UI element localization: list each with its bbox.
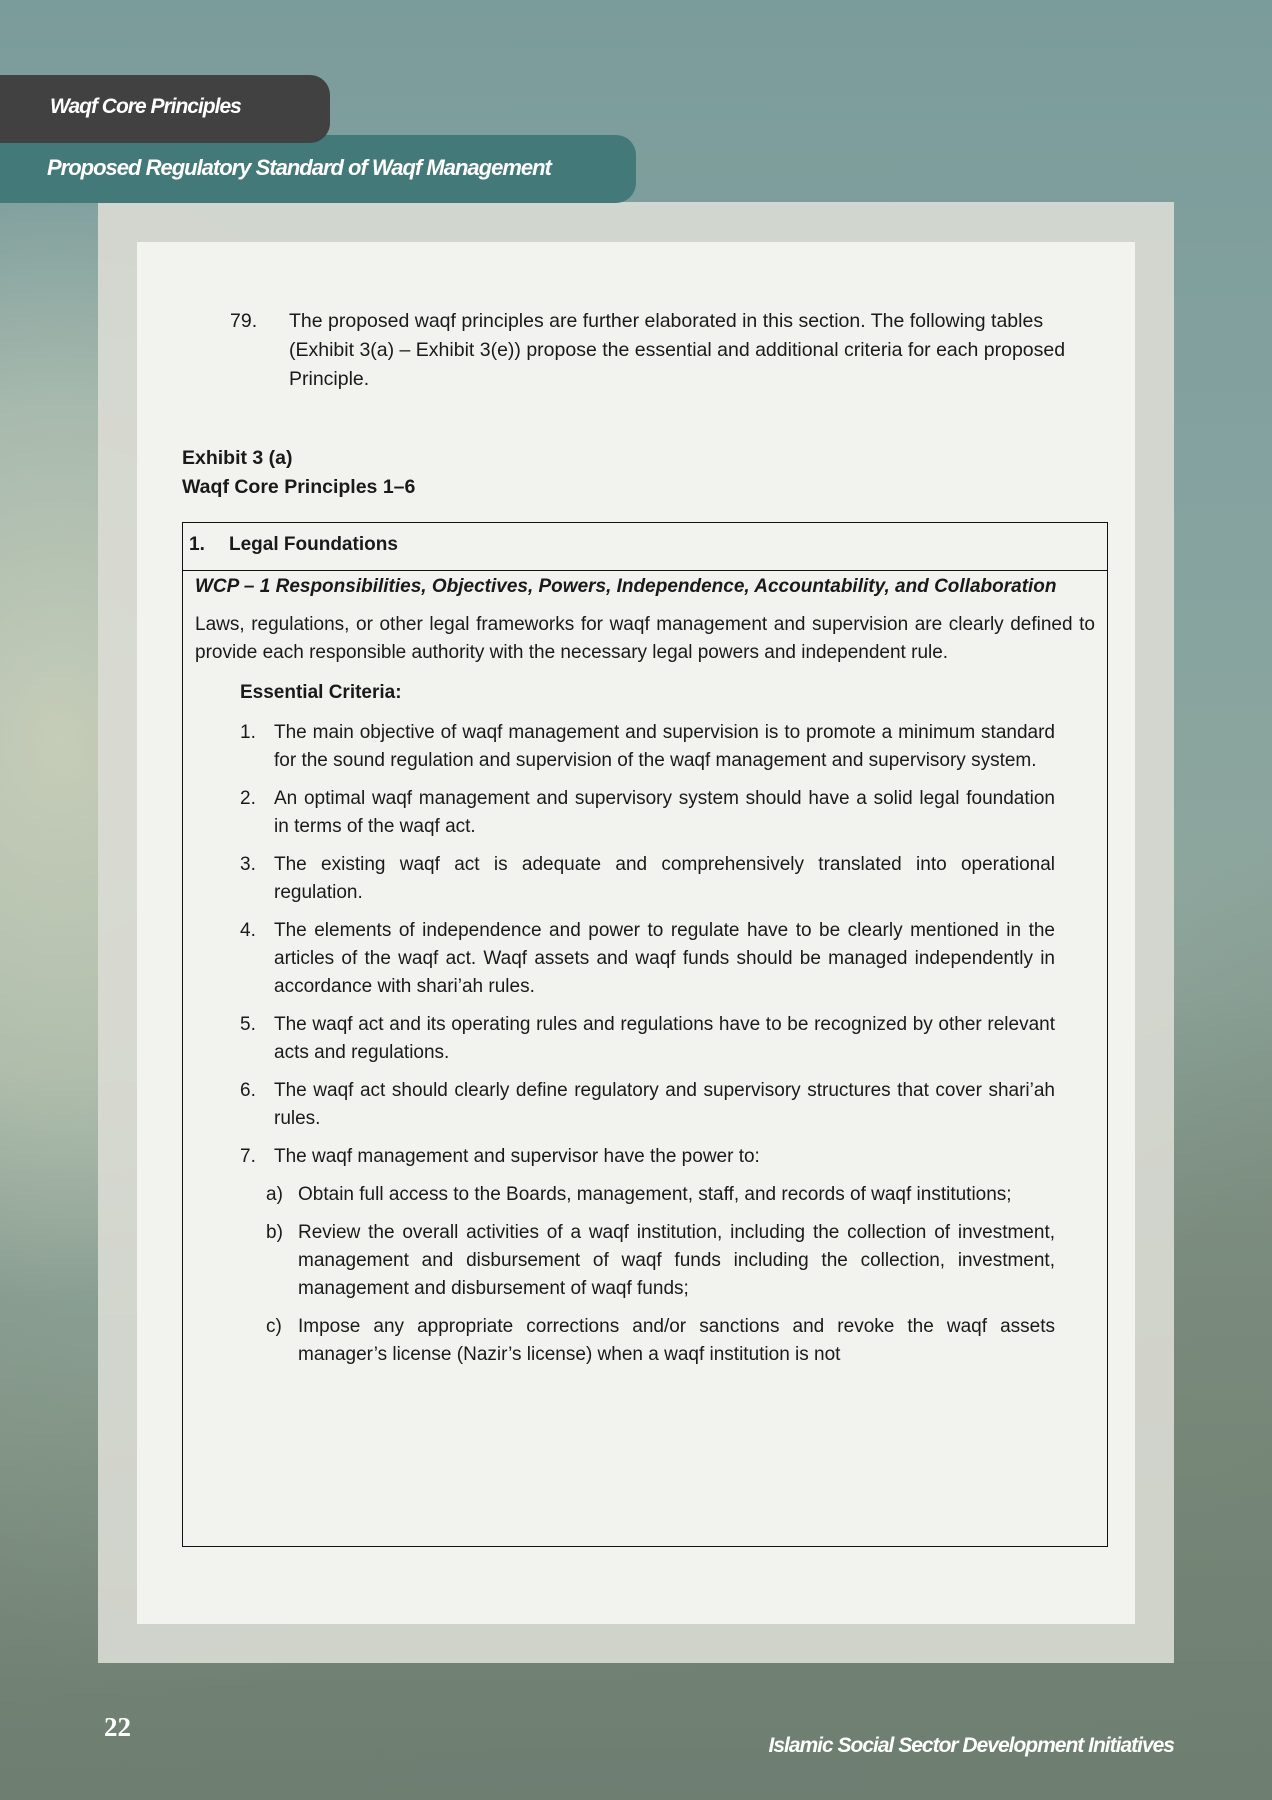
item-text: The waqf management and supervisor have the power to: bbox=[274, 1146, 760, 1167]
item-number: 3. bbox=[240, 854, 256, 875]
item-text: An optimal waqf management and supervisory system should have a solid legal foundation in terms of the waqf act. bbox=[274, 788, 1055, 837]
item-text: Review the overall activities of a waqf institution, including the collection of investment, management and disbursement of waqf funds including the collection, investment, management and disbursement of waqf funds; bbox=[298, 1222, 1055, 1299]
item-number: 4. bbox=[240, 920, 256, 941]
item-number: 6. bbox=[240, 1080, 256, 1101]
criteria-item bbox=[240, 719, 1055, 775]
paragraph-79 bbox=[230, 307, 1080, 394]
paragraph-number: 79. bbox=[230, 310, 258, 332]
table-heading bbox=[183, 523, 1107, 571]
subsection-title: Proposed Regulatory Standard of Waqf Management bbox=[47, 155, 551, 180]
item-number: 7. bbox=[240, 1146, 256, 1167]
exhibit-label: Exhibit 3 (a) bbox=[182, 447, 293, 469]
criteria-item bbox=[240, 785, 1055, 841]
wcp-title: WCP – 1 Responsibilities, Objectives, Powers, Independence, Accountability, and Collaboration bbox=[195, 576, 1057, 597]
item-number: c) bbox=[266, 1316, 282, 1337]
criteria-heading: Essential Criteria: bbox=[240, 682, 402, 703]
item-text: The waqf act should clearly define regulatory and supervisory structures that cover shari’ah rules. bbox=[274, 1080, 1055, 1129]
item-text: The main objective of waqf management and supervision is to promote a minimum standard for the sound regulation and supervision of the waqf management and supervisory system. bbox=[274, 722, 1055, 771]
criteria-item bbox=[240, 917, 1055, 1001]
item-number: 5. bbox=[240, 1014, 256, 1035]
principles-table bbox=[182, 522, 1108, 1547]
section-title: Waqf Core Principles bbox=[50, 95, 241, 118]
criteria-item bbox=[240, 1011, 1055, 1067]
item-text: Impose any appropriate corrections and/or sanctions and revoke the waqf assets manager’s license (Nazir’s license) when a waqf institution is not bbox=[298, 1316, 1055, 1365]
item-number: 2. bbox=[240, 788, 256, 809]
item-text: The waqf act and its operating rules and regulations have to be recognized by other relevant acts and regulations. bbox=[274, 1014, 1055, 1063]
item-number: 1. bbox=[240, 722, 256, 743]
sub-criteria-item bbox=[266, 1313, 1055, 1369]
item-number: a) bbox=[266, 1184, 283, 1205]
criteria-item bbox=[240, 1077, 1055, 1133]
criteria-item bbox=[240, 851, 1055, 907]
item-number: b) bbox=[266, 1222, 283, 1243]
exhibit-caption bbox=[182, 444, 415, 502]
sub-criteria-item bbox=[266, 1219, 1055, 1303]
heading-text: Legal Foundations bbox=[229, 534, 398, 555]
item-text: The elements of independence and power to regulate have to be clearly mentioned in the articles of the waqf act. Waqf assets and waqf funds should be managed independently in accordance with shari’ah rules. bbox=[274, 920, 1055, 997]
section-tab bbox=[0, 75, 330, 143]
heading-number: 1. bbox=[189, 534, 205, 555]
criteria-item bbox=[240, 1143, 1055, 1171]
subsection-tab bbox=[0, 135, 636, 203]
sub-criteria-item bbox=[266, 1181, 1055, 1209]
page-number: 22 bbox=[104, 1712, 131, 1742]
exhibit-title: Waqf Core Principles 1–6 bbox=[182, 476, 416, 498]
paragraph-text: The proposed waqf principles are further elaborated in this section. The following tables (Exhibit 3(a) – Exhibit 3(e)) propose the essential and additional criteria for each proposed Principle. bbox=[289, 310, 1066, 390]
wcp-description: Laws, regulations, or other legal frameworks for waqf management and supervision are clearly defined to provide each responsible authority with the necessary legal powers and independent rule. bbox=[195, 614, 1095, 663]
item-text: The existing waqf act is adequate and comprehensively translated into operational regulation. bbox=[274, 854, 1055, 903]
criteria-list bbox=[240, 719, 1055, 1171]
sub-criteria-list bbox=[266, 1181, 1055, 1369]
item-text: Obtain full access to the Boards, management, staff, and records of waqf institutions; bbox=[298, 1184, 1012, 1205]
publication-title: Islamic Social Sector Development Initiatives bbox=[768, 1734, 1174, 1757]
